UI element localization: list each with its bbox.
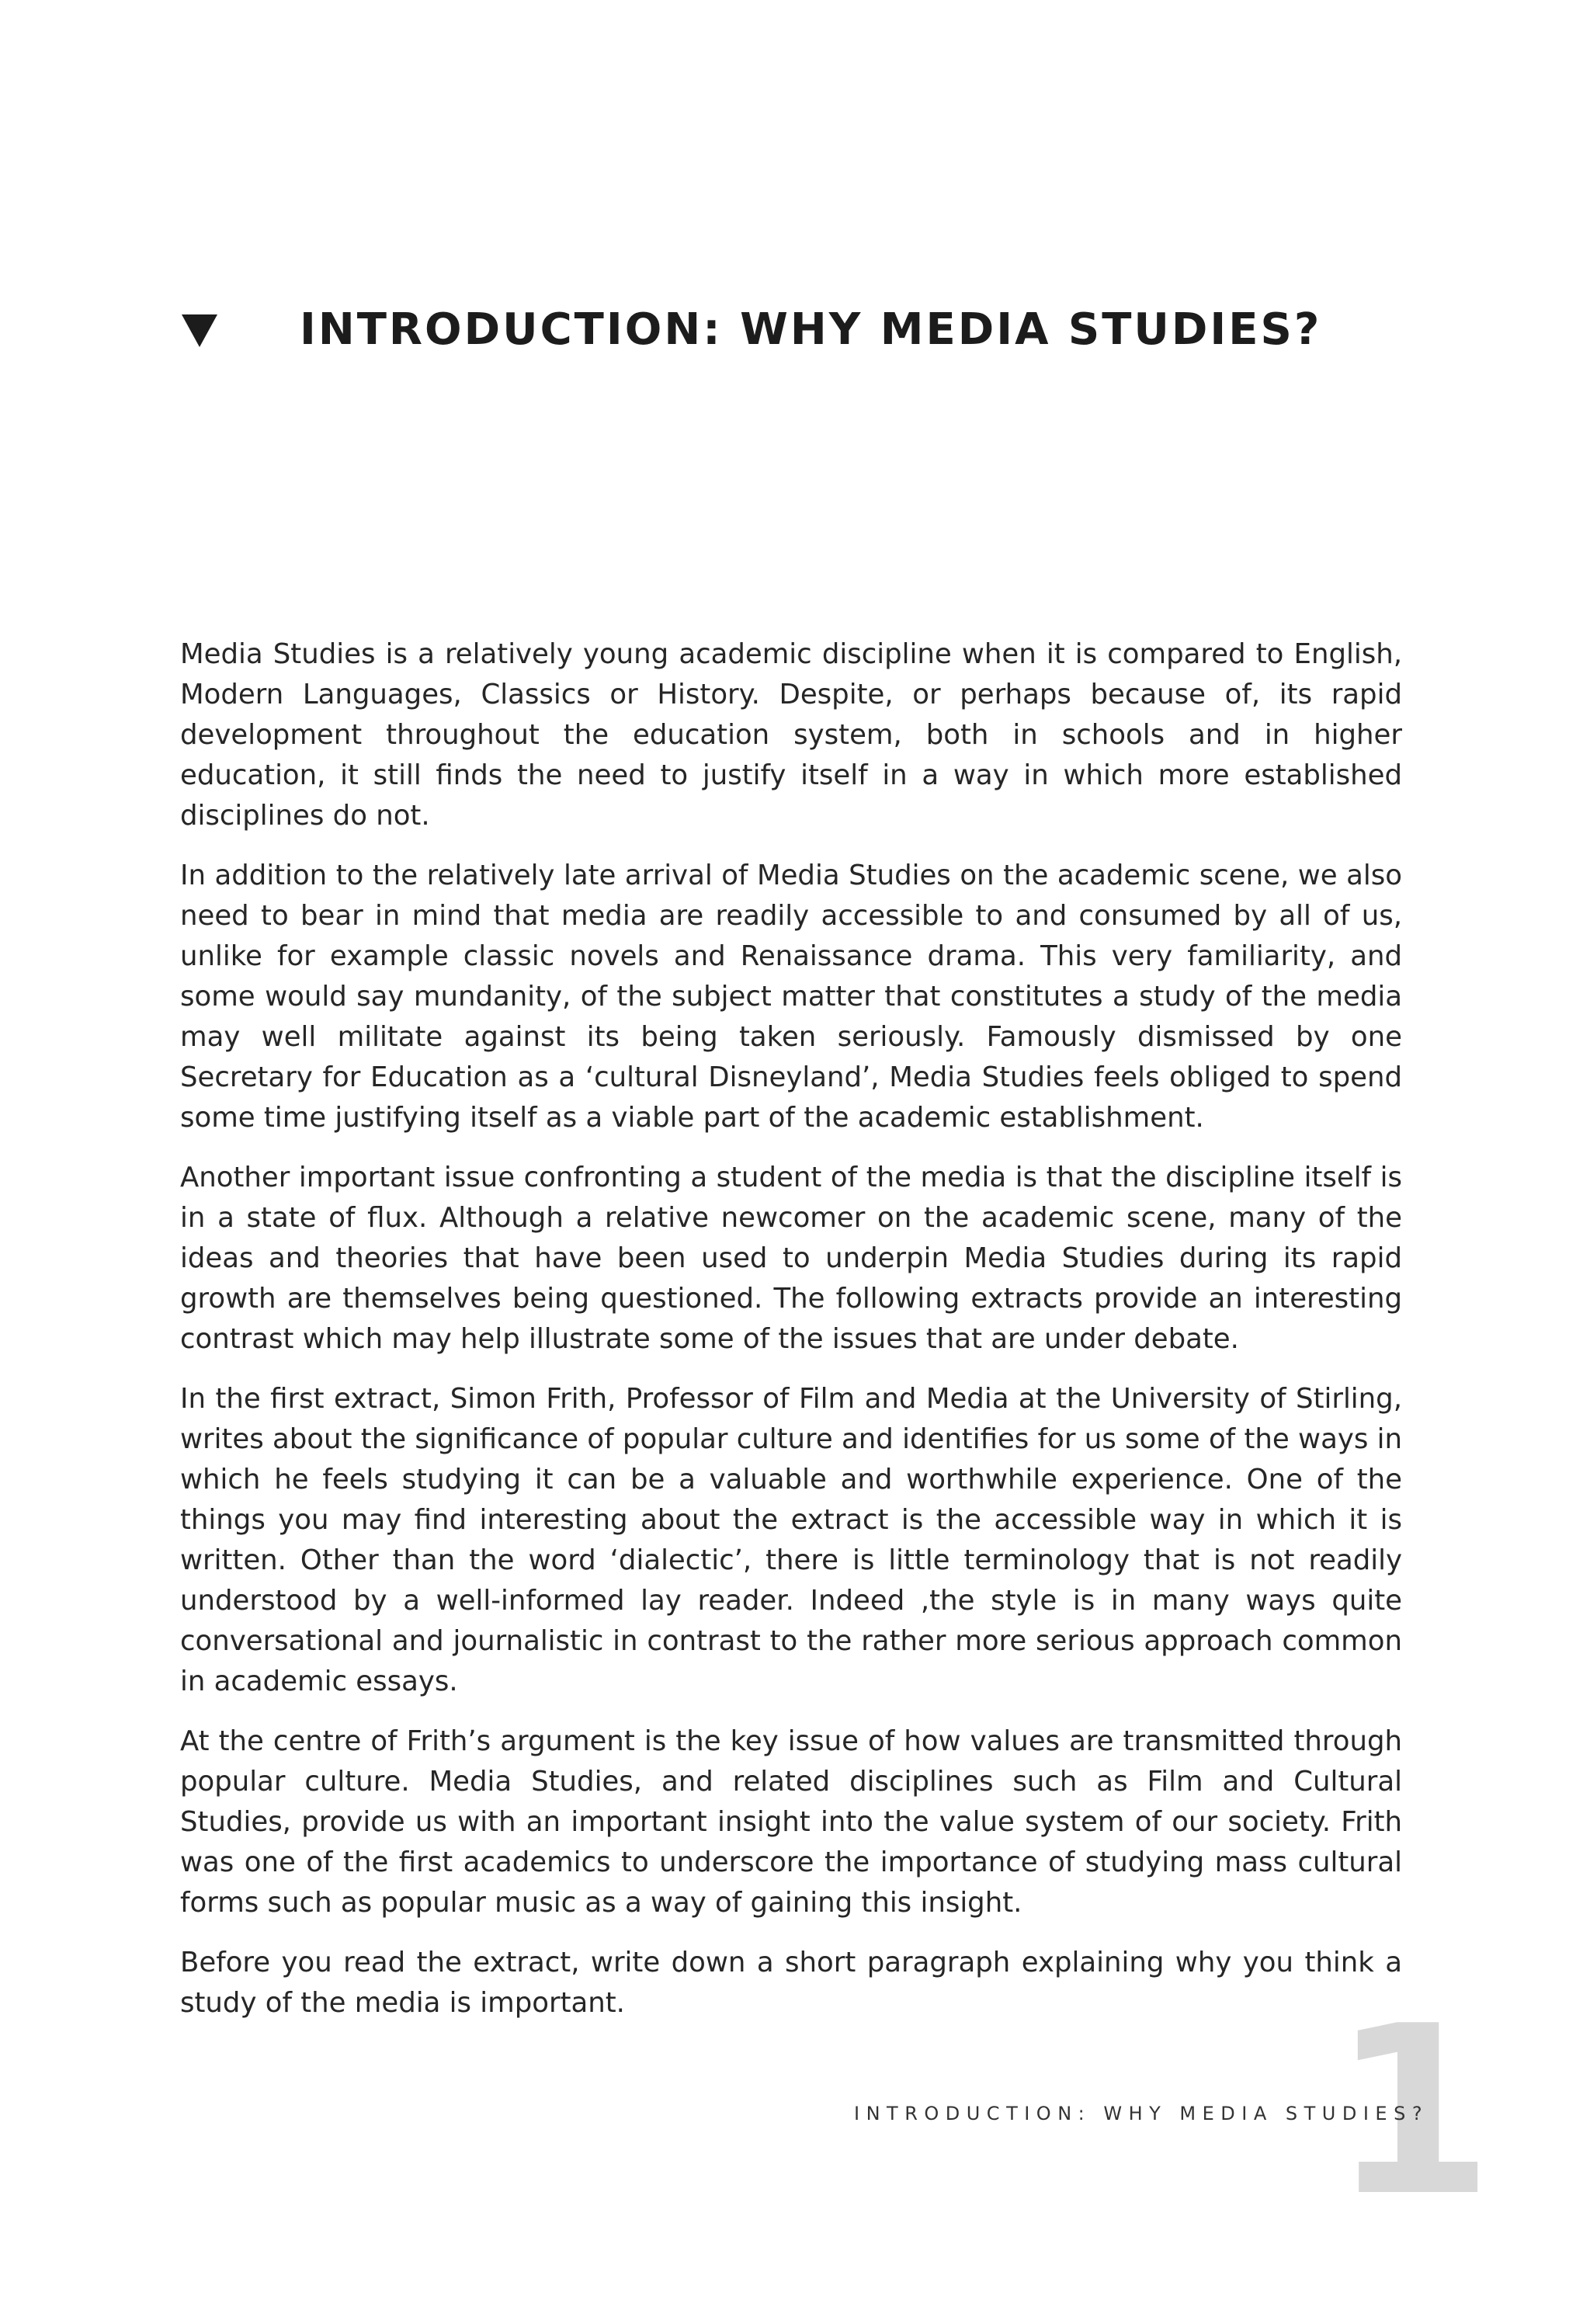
paragraph-4: In the first extract, Simon Frith, Professor of Film and Media at the University of Stirling, writes about the significance of popular culture and identifies for us some of the ways in which he feels studying it can be a valuable and worthwhile experience. One of the things you may find interesting about the extract is the accessible way in which it is written. Other than the word ‘dialectic’, there is little terminology that is not readily understood by a well-informed lay reader. Indeed ,the style is in many ways quite conversational and journalistic in contrast to the rather more serious approach common in academic essays. [180, 1383, 1402, 1697]
paragraph-6: Before you read the extract, write down a short paragraph explaining why you think a study of the media is important. [180, 1947, 1402, 2019]
paragraph-5: At the centre of Frith’s argument is the key issue of how values are transmitted through popular culture. Media Studies, and related disciplines such as Film and Cultural Studies, provide us with an important insight into the value system of our society. Frith was one of the first academics to underscore the importance of studying mass cultural forms such as popular music as a way of gaining this insight. [180, 1725, 1402, 1919]
paragraph-2: In addition to the relatively late arrival of Media Studies on the academic scene, we also need to bear in mind that media are readily accessible to and consumed by all of us, unlike for example classic novels and Renaissance drama. This very familiarity, and some would say mundanity, of the subject matter that constitutes a study of the media may well militate against its being taken seriously. Famously dismissed by one Secretary for Education as a ‘cultural Disneyland’, Media Studies feels obliged to spend some time justifying itself as a viable part of the academic establishment. [180, 860, 1402, 1134]
down-triangle-icon [182, 314, 217, 347]
page-number: 1 [1331, 1976, 1494, 2247]
paragraph-3: Another important issue confronting a student of the media is that the discipline itself is in a state of flux. Although a relative newcomer on the academic scene, many of the ideas and theories that have been used to underpin Media Studies during its rapid growth are themselves being questioned. The following extracts provide an interesting contrast which may help illustrate some of the issues that are under debate. [180, 1162, 1402, 1355]
running-footer: INTRODUCTION: WHY MEDIA STUDIES? [854, 2103, 1429, 2124]
chapter-title: INTRODUCTION: WHY MEDIA STUDIES? [300, 304, 1322, 355]
body-text [180, 634, 1402, 2043]
paragraph-1: Media Studies is a relatively young academic discipline when it is compared to English, Modern Languages, Classics or History. Despite, or perhaps because of, its rapid development throughout the education system, both in schools and in higher education, it still finds the need to justify itself in a way in which more established disciplines do not. [180, 638, 1402, 832]
chapter-heading [182, 299, 1424, 361]
